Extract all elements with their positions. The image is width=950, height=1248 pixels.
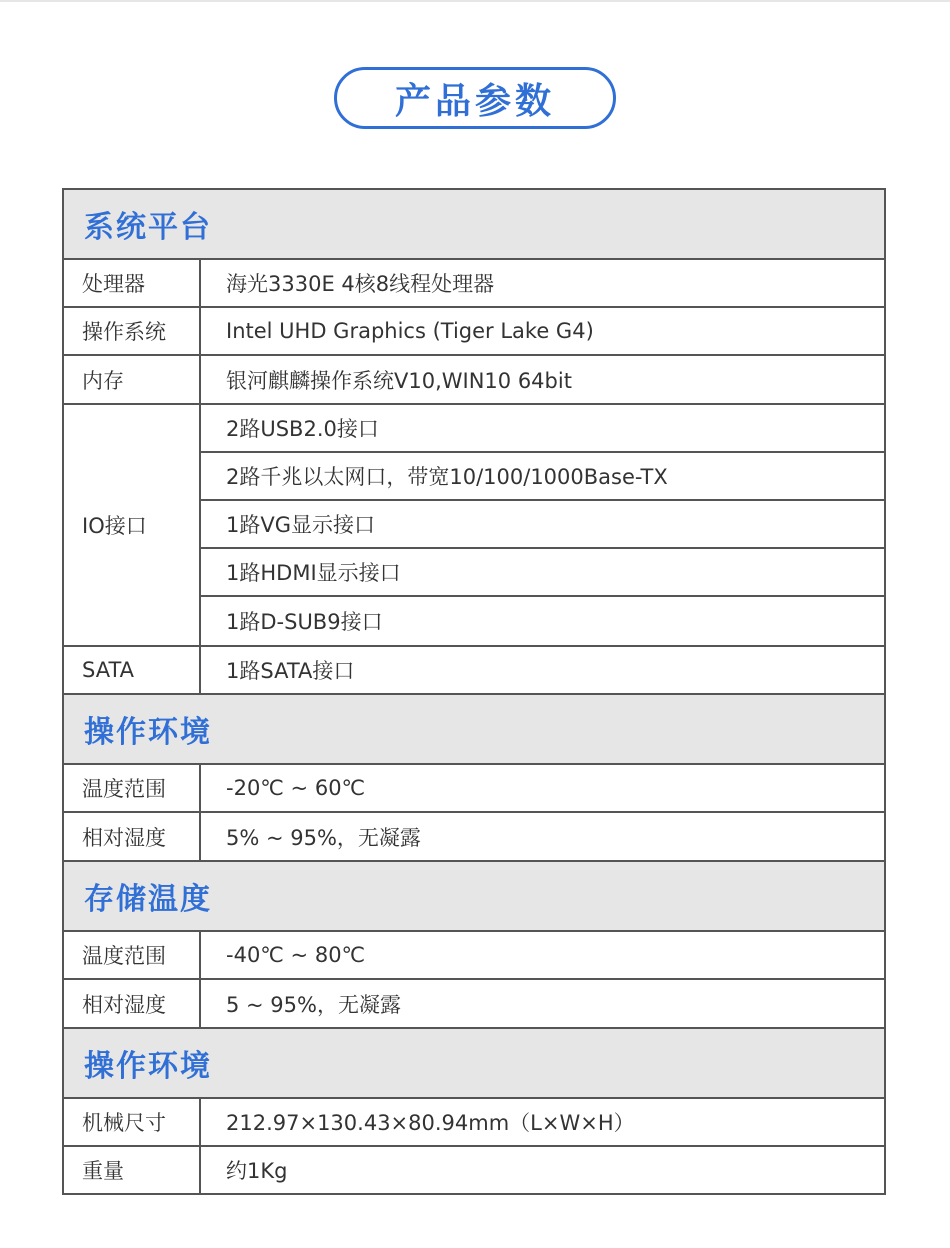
table-row bbox=[64, 813, 884, 862]
row-value: Intel UHD Graphics (Tiger Lake G4) bbox=[226, 319, 594, 343]
io-item: 2路千兆以太网口，带宽10/100/1000Base-TX bbox=[201, 453, 884, 501]
top-divider bbox=[0, 0, 950, 2]
row-label: 操作系统 bbox=[64, 308, 201, 354]
row-value: 银河麒麟操作系统V10,WIN10 64bit bbox=[226, 368, 572, 393]
io-item: 2路USB2.0接口 bbox=[201, 405, 884, 453]
page-title: 产品参数 bbox=[394, 80, 555, 122]
section-header-system-platform bbox=[64, 190, 884, 260]
section-title: 系统平台 bbox=[84, 210, 212, 245]
row-label: 相对湿度 bbox=[64, 813, 201, 860]
io-interface-group bbox=[64, 405, 884, 647]
section-title: 操作环境 bbox=[84, 1049, 212, 1084]
table-row bbox=[64, 356, 884, 405]
table-row bbox=[64, 1147, 884, 1193]
table-row bbox=[64, 1099, 884, 1147]
io-item: 1路HDMI显示接口 bbox=[201, 549, 884, 597]
row-label: SATA bbox=[64, 647, 201, 693]
row-label: 机械尺寸 bbox=[64, 1099, 201, 1145]
spec-table bbox=[62, 188, 886, 1195]
row-value: 5 ~ 95%，无凝露 bbox=[226, 992, 401, 1017]
row-value: 1路SATA接口 bbox=[226, 659, 355, 683]
row-label: 重量 bbox=[64, 1147, 201, 1193]
row-value: -20℃ ~ 60℃ bbox=[226, 776, 366, 800]
section-header-storage-temperature bbox=[64, 862, 884, 932]
table-row bbox=[64, 765, 884, 813]
row-value: 海光3330E 4核8线程处理器 bbox=[226, 272, 495, 296]
page-title-badge bbox=[334, 67, 616, 129]
table-row bbox=[64, 308, 884, 356]
row-value: 约1Kg bbox=[226, 1159, 288, 1183]
table-row bbox=[64, 260, 884, 308]
io-item: 1路D-SUB9接口 bbox=[226, 610, 383, 634]
section-title: 存储温度 bbox=[84, 882, 212, 917]
io-item: 1路VG显示接口 bbox=[201, 501, 884, 549]
row-value: -40℃ ~ 80℃ bbox=[226, 943, 366, 967]
section-title: 操作环境 bbox=[84, 715, 212, 750]
row-label: 相对湿度 bbox=[64, 980, 201, 1027]
io-group-label: IO接口 bbox=[64, 405, 201, 645]
row-value: 5% ~ 95%，无凝露 bbox=[226, 825, 421, 850]
table-row bbox=[64, 647, 884, 695]
section-header-operating-environment-2 bbox=[64, 1029, 884, 1099]
row-value: 212.97×130.43×80.94mm（L×W×H） bbox=[226, 1111, 635, 1135]
row-label: 温度范围 bbox=[64, 932, 201, 978]
row-label: 内存 bbox=[64, 356, 201, 403]
section-header-operating-environment bbox=[64, 695, 884, 765]
row-label: 温度范围 bbox=[64, 765, 201, 811]
table-row bbox=[64, 932, 884, 980]
table-row bbox=[64, 980, 884, 1029]
row-label: 处理器 bbox=[64, 260, 201, 306]
